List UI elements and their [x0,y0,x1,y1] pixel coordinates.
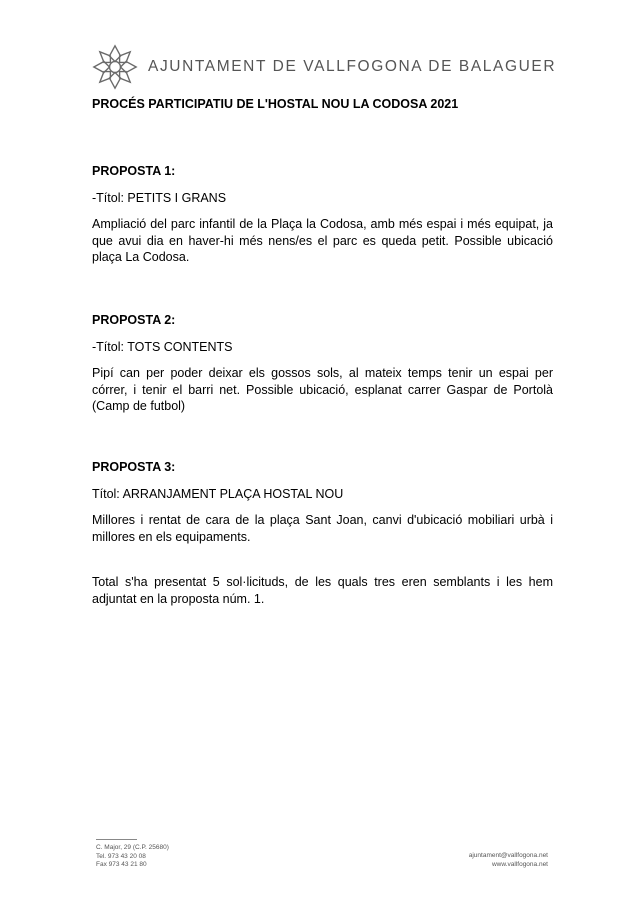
proposal-title: -Títol: TOTS CONTENTS [92,340,233,354]
footer-fax: Fax 973 43 21 80 [96,861,147,868]
organization-name: AJUNTAMENT DE VALLFOGONA DE BALAGUER [148,58,557,75]
document-title: PROCÉS PARTICIPATIU DE L'HOSTAL NOU LA CODOSA 2021 [92,97,459,111]
letterhead [92,42,556,92]
proposal-heading: PROPOSTA 1: [92,164,176,178]
footer-address: C. Major, 29 (C.P. 25680) [96,844,169,851]
proposal-heading: PROPOSTA 2: [92,313,176,327]
footer-email: ajuntament@vallfogona.net [468,852,548,859]
proposal-1 [92,164,553,266]
proposal-heading: PROPOSTA 3: [92,460,176,474]
proposal-2 [92,313,553,415]
rosette-logo-icon [92,44,138,90]
proposal-body: Millores i rentat de cara de la plaça Sant Joan, canvi d'ubicació mobiliari urbà i millores en els equipaments. [92,513,553,544]
footer-phone: Tel. 973 43 20 08 [96,852,146,860]
proposal-title: -Títol: PETITS I GRANS [92,191,227,205]
proposal-body: Pipí can per poder deixar els gossos sols, al mateix temps tenir un espai per córrer, i tenir el barri net. Possible ubicació, esplanat carrer Gaspar de Portolà (Camp de futbol) [92,366,553,413]
footer-website: www.vallfogona.net [491,860,548,868]
proposal-title: Títol: ARRANJAMENT PLAÇA HOSTAL NOU [92,487,344,501]
proposal-3 [92,460,553,545]
footer-contact [96,844,169,870]
footer-divider [96,839,137,840]
summary-paragraph: Total s'ha presentat 5 sol·licituds, de les quals tres eren semblants i les hem adjuntat en la proposta núm. 1. [92,575,553,606]
footer-online [469,852,548,869]
proposal-body: Ampliació del parc infantil de la Plaça la Codosa, amb més espai i més equipat, ja que avui dia en haver-hi més nens/es el parc es queda petit. Possible ubicació plaça La Codosa. [92,217,553,264]
